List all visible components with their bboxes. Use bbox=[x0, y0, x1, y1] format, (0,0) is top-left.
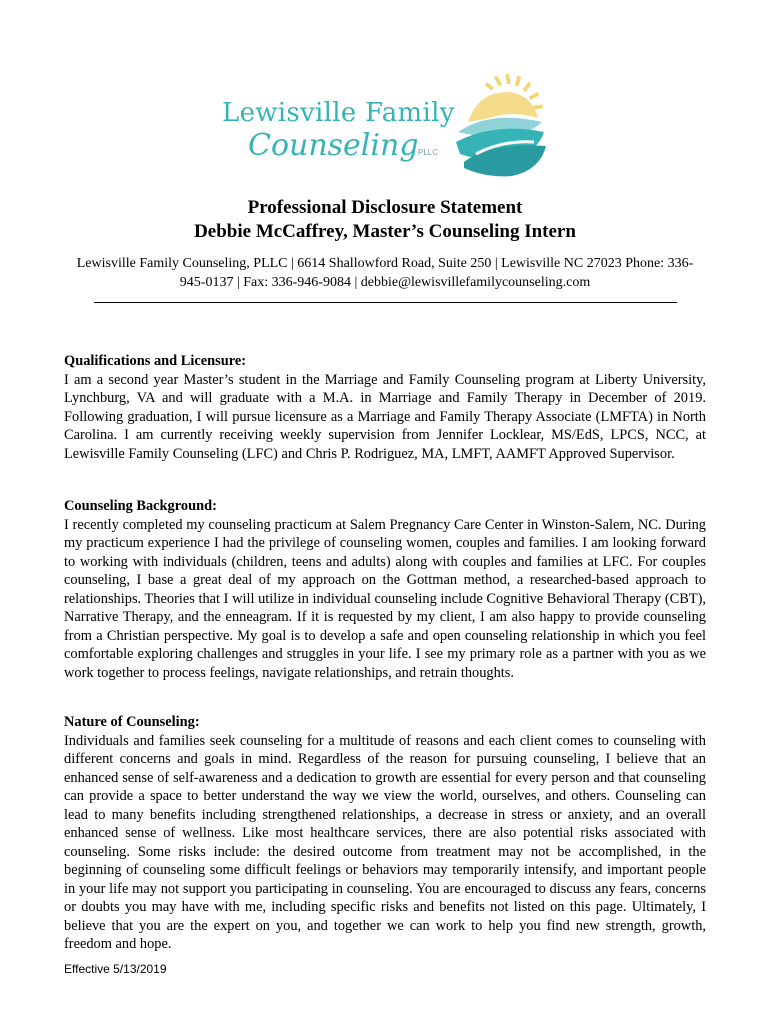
section-body: Individuals and families seek counseling for a multitude of reasons and each client comes to counseling with different concerns and goals in mind. Regardless of the reason for pursuing counseling, I believe that an enhanced sense of self-awareness and a dedication to growth are essential for every person and that counseling can provide a space to better understand the way we view the world, ourselves, and others. Counseling can lead to many benefits including strengthened relationships, a decrease in stress or anxiety, and an overall enhanced sense of wellness. Like most healthcare services, there are also potential risks associated with counseling. Some risks include: the desired outcome from treatment may not be accomplished, in the beginning of counseling some difficult feelings or behaviors may temporarily intensify, and important people in your life may not support you participating in counseling. You are encouraged to discuss any fears, concerns or doubts you may have with me, including specific risks and benefits not listed on this page. Ultimately, I believe that you are the expert on you, and together we can work to help you find new strength, growth, freedom and hope. bbox=[64, 732, 706, 952]
document-subtitle: Debbie McCaffrey, Master’s Counseling Intern bbox=[194, 221, 576, 242]
section-heading: Counseling Background: bbox=[64, 498, 217, 514]
logo-line-1: Lewisville Family bbox=[222, 98, 455, 128]
logo-suffix: PLLC bbox=[418, 148, 439, 157]
section-background bbox=[64, 497, 706, 682]
divider-line bbox=[94, 302, 677, 303]
section-heading: Qualifications and Licensure: bbox=[64, 353, 247, 369]
section-body: I am a second year Master’s student in the Marriage and Family Counseling program at Liberty University, Lynchburg, VA and will graduate with a M.A. in Marriage and Family Therapy in December of 2019. Following graduation, I will pursue licensure as a Marriage and Family Therapy Associate (LMFTA) in North Carolina. I am currently receiving weekly supervision from Jennifer Locklear, MS/EdS, LPCS, NCC, at Lewisville Family Counseling (LFC) and Chris P. Rodriguez, MA, LMFT, AAMFT Approved Supervisor. bbox=[64, 371, 706, 462]
effective-date: Effective 5/13/2019 bbox=[64, 962, 167, 976]
document-title: Professional Disclosure Statement bbox=[247, 197, 523, 218]
sun-river-icon bbox=[450, 70, 550, 182]
contact-info: Lewisville Family Counseling, PLLC | 6614 Shallowford Road, Suite 250 | Lewisville NC 27023 Phone: 336-945-0137 | Fax: 336-946-9084 | debbie@lewisvillefamilycounseling.com bbox=[76, 256, 694, 290]
section-heading: Nature of Counseling: bbox=[64, 714, 200, 730]
company-logo bbox=[222, 70, 552, 190]
section-nature bbox=[64, 713, 706, 954]
logo-line-2: Counseling bbox=[248, 128, 419, 163]
section-body: I recently completed my counseling practicum at Salem Pregnancy Care Center in Winston-Salem, NC. During my practicum experience I had the privilege of counseling women, couples and families. I am looking forward to working with individuals (children, teens and adults) along with couples and families at LFC. For couples counseling, I base a great deal of my approach on the Gottman method, a researched-based approach to relationships. Theories that I will utilize in individual counseling include Cognitive Behavioral Therapy (CBT), Narrative Therapy, and the enneagram. If it is requested by my client, I am also happy to provide counseling from a Christian perspective. My goal is to develop a safe and open counseling relationship in which you feel comfortable exploring challenges and struggles in your life. I see my primary role as a partner with you as we work together to process feelings, navigate relationships, and retrain thoughts. bbox=[64, 516, 706, 681]
section-qualifications bbox=[64, 352, 706, 463]
